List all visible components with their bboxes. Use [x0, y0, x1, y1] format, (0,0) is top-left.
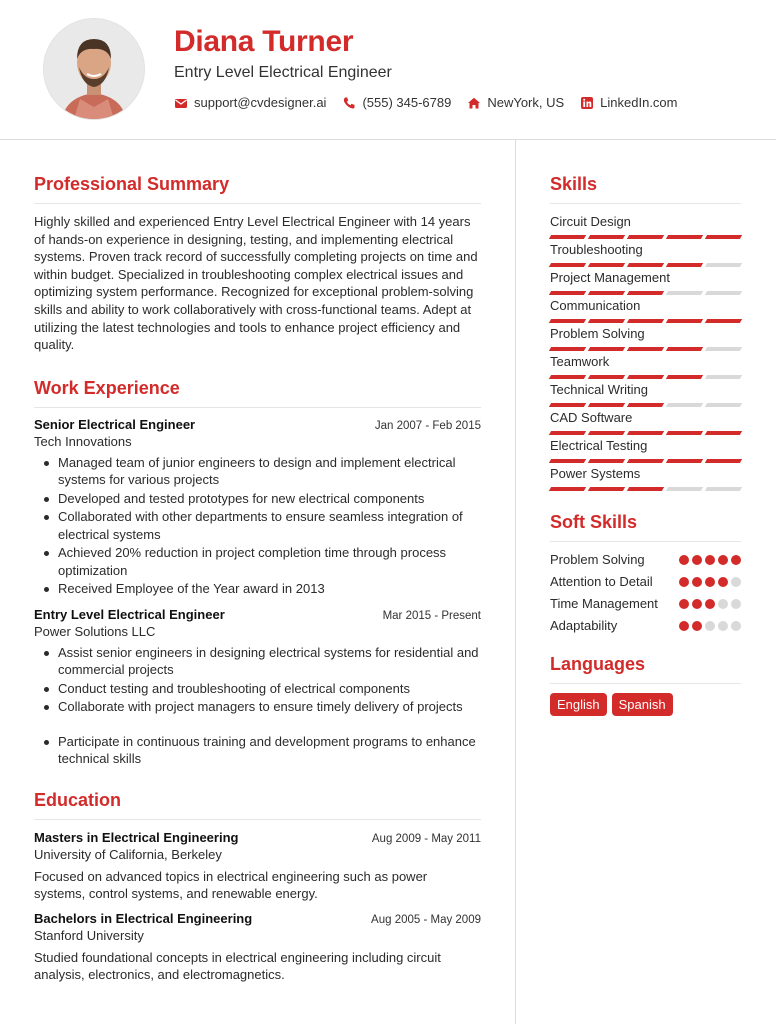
summary-heading: Professional Summary [34, 174, 481, 204]
resume-header [0, 0, 776, 140]
skill-level-bar [550, 487, 741, 491]
rating-dot [718, 621, 728, 631]
soft-skill-name: Adaptability [550, 618, 618, 633]
skill-level-segment [666, 291, 703, 295]
skill-level-segment [627, 403, 664, 407]
skill-name: Power Systems [550, 466, 641, 481]
rating-dot [679, 555, 689, 565]
soft-skill-rating [676, 555, 741, 565]
skill-level-segment [705, 431, 742, 435]
skill-level-segment [588, 431, 625, 435]
skill-level-segment [666, 235, 703, 239]
summary-section [34, 174, 481, 354]
skill-level-segment [588, 291, 625, 295]
skill-level-segment [705, 403, 742, 407]
rating-dot [692, 555, 702, 565]
skill-name: Project Management [550, 270, 670, 285]
rating-dot [705, 599, 715, 609]
job-company: Tech Innovations [34, 433, 132, 449]
contact-email-text: support@cvdesigner.ai [194, 95, 327, 110]
languages-list [550, 693, 741, 716]
language-tag: English [550, 693, 607, 716]
language-tag: Spanish [612, 693, 673, 716]
main-column [34, 140, 481, 984]
summary-text: Highly skilled and experienced Entry Level Electrical Engineer with 14 years of hands-on experience in designing, testing, and implementing electrical systems. Proven track record of successfully completing projects on time and within budget. Specialized in troubleshooting complex electrical issues and optimizing system performance. Recognized for exceptional problem-solving skills and ability to work collaboratively with cross-functional teams. Adept at utilizing the latest technologies and tools to enhance project efficiency and quality. [34, 214, 478, 353]
skill-item [550, 241, 741, 267]
skill-level-bar [550, 403, 741, 407]
skill-level-segment [705, 291, 742, 295]
skill-level-segment [588, 487, 625, 491]
education-entry [34, 911, 481, 984]
home-icon [467, 96, 481, 110]
job-bullets [34, 644, 481, 768]
skill-level-segment [705, 459, 742, 463]
skill-level-segment [549, 291, 586, 295]
education-date: Aug 2005 - May 2009 [371, 913, 481, 926]
education-date: Aug 2009 - May 2011 [371, 832, 481, 845]
education-heading: Education [34, 790, 481, 820]
education-section [34, 790, 481, 984]
job-bullet: Participate in continuous training and development programs to enhance technical skills [34, 733, 481, 768]
skill-level-bar [550, 459, 741, 463]
phone-icon [342, 96, 356, 110]
education-entry [34, 830, 481, 903]
contact-phone[interactable] [342, 95, 451, 110]
rating-dot [679, 621, 689, 631]
skill-level-segment [627, 263, 664, 267]
job-role: Senior Electrical Engineer [34, 416, 196, 432]
soft-skills-list [550, 551, 741, 635]
skill-name: Teamwork [550, 354, 610, 369]
skills-section [550, 174, 741, 491]
skill-level-segment [666, 487, 703, 491]
skill-name: Circuit Design [550, 214, 631, 229]
skill-level-segment [705, 263, 742, 267]
job-role: Entry Level Electrical Engineer [34, 606, 225, 622]
contact-email[interactable] [174, 95, 326, 110]
job-bullet: Achieved 20% reduction in project completion time through process optimization [34, 544, 481, 579]
skill-level-segment [627, 319, 664, 323]
skill-level-segment [705, 375, 742, 379]
contact-bar [174, 95, 694, 110]
skill-level-segment [627, 431, 664, 435]
skill-item [550, 409, 741, 435]
skill-level-bar [550, 375, 741, 379]
job-entry [34, 417, 481, 598]
skill-level-segment [705, 235, 742, 239]
skill-level-segment [627, 347, 664, 351]
skill-level-segment [666, 347, 703, 351]
rating-dot [731, 599, 741, 609]
skill-level-bar [550, 235, 741, 239]
job-bullet: Managed team of junior engineers to design and implement electrical systems for various projects [34, 454, 481, 489]
languages-heading: Languages [550, 654, 741, 684]
column-divider [515, 140, 516, 1024]
skill-level-segment [627, 291, 664, 295]
rating-dot [718, 577, 728, 587]
linkedin-icon [580, 96, 594, 110]
rating-dot [718, 599, 728, 609]
soft-skill-name: Attention to Detail [550, 574, 653, 589]
rating-dot [731, 577, 741, 587]
skill-item [550, 437, 741, 463]
soft-skills-section [550, 512, 741, 635]
job-bullet: Received Employee of the Year award in 2013 [34, 580, 481, 597]
languages-section [550, 654, 741, 716]
rating-dot [692, 577, 702, 587]
soft-skill-name: Time Management [550, 596, 658, 611]
skill-name: Communication [550, 298, 641, 313]
job-bullet: Conduct testing and troubleshooting of electrical components [34, 680, 481, 697]
rating-dot [731, 555, 741, 565]
soft-skill-item [550, 573, 741, 591]
skill-level-segment [588, 235, 625, 239]
skill-item [550, 213, 741, 239]
soft-skill-name: Problem Solving [550, 552, 645, 567]
education-description: Studied foundational concepts in electrical engineering including circuit analysis, electronics, and electromagnetics. [34, 949, 441, 983]
candidate-title: Entry Level Electrical Engineer [174, 64, 392, 81]
rating-dot [731, 621, 741, 631]
skill-name: Electrical Testing [550, 438, 648, 453]
rating-dot [705, 577, 715, 587]
experience-section [34, 378, 481, 768]
skill-level-segment [588, 319, 625, 323]
skill-level-segment [549, 347, 586, 351]
skill-item [550, 297, 741, 323]
job-bullet: Collaborate with project managers to ensure timely delivery of projects [34, 698, 481, 715]
skill-level-segment [705, 319, 742, 323]
skill-level-segment [549, 375, 586, 379]
skill-level-segment [588, 403, 625, 407]
skill-item [550, 353, 741, 379]
profile-photo [43, 18, 145, 120]
skill-level-segment [705, 347, 742, 351]
skill-level-segment [666, 375, 703, 379]
skill-level-segment [588, 347, 625, 351]
job-bullet: Developed and tested prototypes for new electrical components [34, 490, 481, 507]
rating-dot [679, 599, 689, 609]
skills-list [550, 213, 741, 491]
experience-heading: Work Experience [34, 378, 481, 408]
job-bullet: Collaborated with other departments to ensure seamless integration of electrical systems [34, 508, 481, 543]
skill-level-segment [549, 235, 586, 239]
skill-level-segment [705, 487, 742, 491]
job-bullets [34, 454, 481, 598]
skill-level-segment [588, 263, 625, 267]
degree-name: Masters in Electrical Engineering [34, 829, 239, 845]
skill-item [550, 269, 741, 295]
soft-skill-rating [676, 599, 741, 609]
soft-skill-item [550, 617, 741, 635]
skills-heading: Skills [550, 174, 741, 204]
degree-name: Bachelors in Electrical Engineering [34, 910, 253, 926]
skill-item [550, 465, 741, 491]
skill-level-segment [588, 375, 625, 379]
rating-dot [692, 599, 702, 609]
job-date: Jan 2007 - Feb 2015 [374, 419, 481, 432]
rating-dot [705, 621, 715, 631]
skill-level-segment [666, 431, 703, 435]
skill-level-segment [627, 235, 664, 239]
school-name: University of California, Berkeley [34, 846, 222, 862]
skill-item [550, 381, 741, 407]
skill-name: CAD Software [550, 410, 633, 425]
skill-level-bar [550, 347, 741, 351]
skill-level-segment [549, 431, 586, 435]
rating-dot [705, 555, 715, 565]
contact-phone-text: (555) 345-6789 [362, 95, 452, 110]
skill-level-segment [666, 263, 703, 267]
skill-level-segment [588, 459, 625, 463]
skill-level-segment [627, 487, 664, 491]
skill-level-segment [549, 403, 586, 407]
skill-level-segment [549, 319, 586, 323]
skill-level-segment [666, 319, 703, 323]
skill-item [550, 325, 741, 351]
candidate-name: Diana Turner [174, 25, 354, 58]
skill-level-segment [549, 487, 586, 491]
soft-skills-heading: Soft Skills [550, 512, 741, 542]
skill-level-bar [550, 319, 741, 323]
education-description: Focused on advanced topics in electrical engineering such as power systems, control systems, and renewable energy. [34, 868, 428, 902]
skill-level-segment [666, 459, 703, 463]
skill-level-segment [549, 459, 586, 463]
contact-location-text: NewYork, US [487, 95, 565, 110]
rating-dot [718, 555, 728, 565]
skill-level-bar [550, 431, 741, 435]
skill-level-bar [550, 263, 741, 267]
skill-level-segment [627, 459, 664, 463]
job-company: Power Solutions LLC [34, 623, 156, 639]
soft-skill-rating [676, 577, 741, 587]
contact-linkedin-text: LinkedIn.com [600, 95, 678, 110]
skill-name: Troubleshooting [550, 242, 643, 257]
contact-location [467, 95, 564, 110]
sidebar-column [550, 140, 741, 716]
job-date: Mar 2015 - Present [382, 609, 481, 622]
skill-level-bar [550, 291, 741, 295]
school-name: Stanford University [34, 927, 144, 943]
skill-level-segment [549, 263, 586, 267]
soft-skill-item [550, 551, 741, 569]
contact-linkedin[interactable] [580, 95, 677, 110]
skill-level-segment [666, 403, 703, 407]
job-entry [34, 607, 481, 768]
rating-dot [679, 577, 689, 587]
envelope-icon [174, 96, 188, 110]
skill-name: Technical Writing [550, 382, 649, 397]
soft-skill-rating [676, 621, 741, 631]
skill-name: Problem Solving [550, 326, 645, 341]
job-bullet: Assist senior engineers in designing electrical systems for residential and commercial projects [34, 644, 481, 679]
rating-dot [692, 621, 702, 631]
skill-level-segment [627, 375, 664, 379]
soft-skill-item [550, 595, 741, 613]
